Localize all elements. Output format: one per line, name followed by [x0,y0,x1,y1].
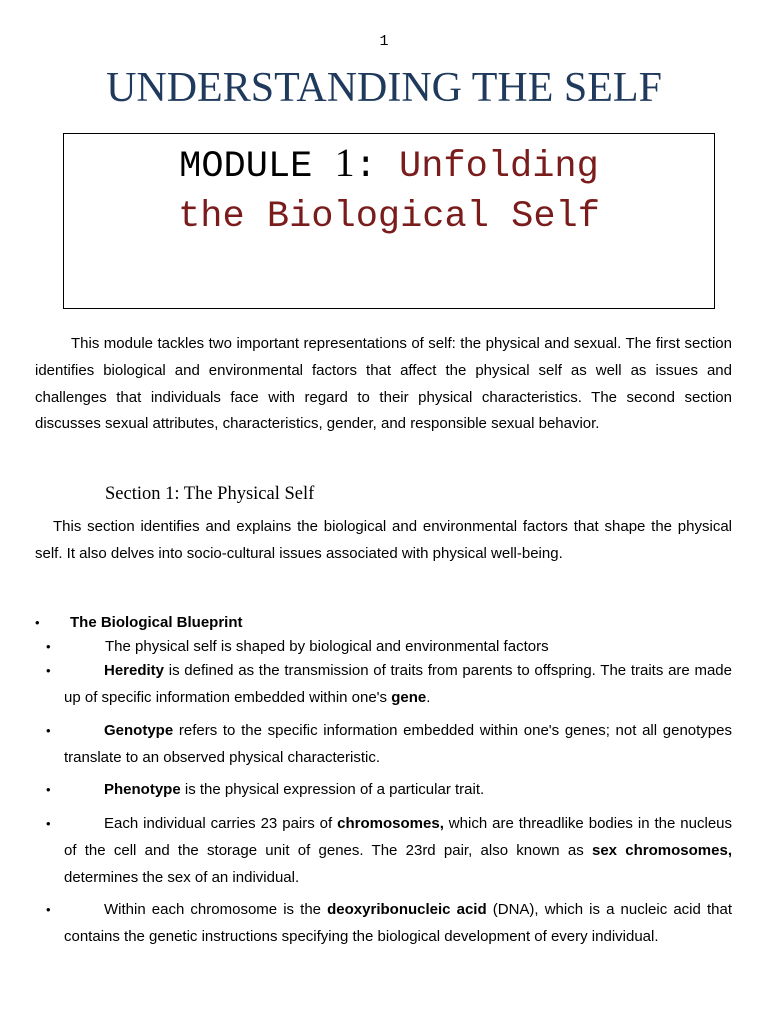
module-title-line2: the Biological Self [178,196,600,238]
list-item-text [64,811,732,891]
list-item-body-start: Each individual carries 23 pairs of [104,815,338,832]
term-dna: deoxyribonucleic acid [327,901,487,918]
section-intro-paragraph: This section identifies and explains the biological and environmental factors that shape the physical self. It also delves into socio-cultural issues associated with physical well-being. [35,518,732,562]
list-item-body-start: Within each chromosome is the [104,901,328,918]
bullet-icon: • [46,902,51,917]
list-item-text [64,658,732,712]
term-phenotype: Phenotype [104,781,181,798]
section-heading: Section 1: The Physical Self [105,484,315,504]
module-title-box [63,133,715,309]
module-intro-paragraph: This module tackles two important representations of self: the physical and sexual. The first section identifies biological and environmental factors that affect the physical self as well as issues and challenges that individuals face with regard to their physical characteristics. The second section discusses sexual attributes, characteristics, gender, and responsible sexual behavior. [35,335,732,433]
bullet-icon: • [46,639,51,654]
module-heading [64,138,714,242]
list-item-body: refers to the specific information embedded within one's genes; not all genotypes translate to an observed physical characteristic. [64,722,732,766]
page-title: UNDERSTANDING THE SELF [106,65,662,111]
list-item-body: which are threadlike bodies in the nucleus of the cell and the storage unit of genes. The 23rd pair, also known as [64,815,733,859]
list-item-text [64,897,732,951]
list-item-body: (DNA), which is a nucleic acid that contains the genetic instructions specifying the biological development of every individual. [64,901,732,945]
list-item-body: is defined as the transmission of traits from parents to offspring. The traits are made up of specific information embedded within one's [64,662,732,706]
bullet-icon: • [46,663,51,678]
list-item-body-end: . [426,688,431,706]
module-title-line1: Unfolding [399,146,599,188]
list-item-body-end: determines the sex of an individual. [64,868,300,886]
list-item-text: The physical self is shaped by biological and environmental factors [105,638,549,655]
blueprint-heading: The Biological Blueprint [70,614,243,631]
bullet-icon: • [46,816,51,831]
term-chromosomes: chromosomes, [337,815,444,832]
list-item-body: is the physical expression of a particular trait. [180,781,485,798]
module-prefix: MODULE [179,146,335,188]
term-genotype: Genotype [104,722,174,739]
term-sex-chromosomes: sex chromosomes, [592,841,732,859]
bullet-icon: • [46,782,51,797]
term-heredity: Heredity [104,662,165,679]
bullet-icon: • [46,723,51,738]
term-gene: gene [391,688,427,706]
bullet-icon: • [35,615,40,630]
list-item-text [64,718,732,772]
module-colon: : [354,146,399,188]
module-number: 1 [334,140,355,185]
page-number: 1 [379,33,389,50]
list-item-text [64,777,732,804]
